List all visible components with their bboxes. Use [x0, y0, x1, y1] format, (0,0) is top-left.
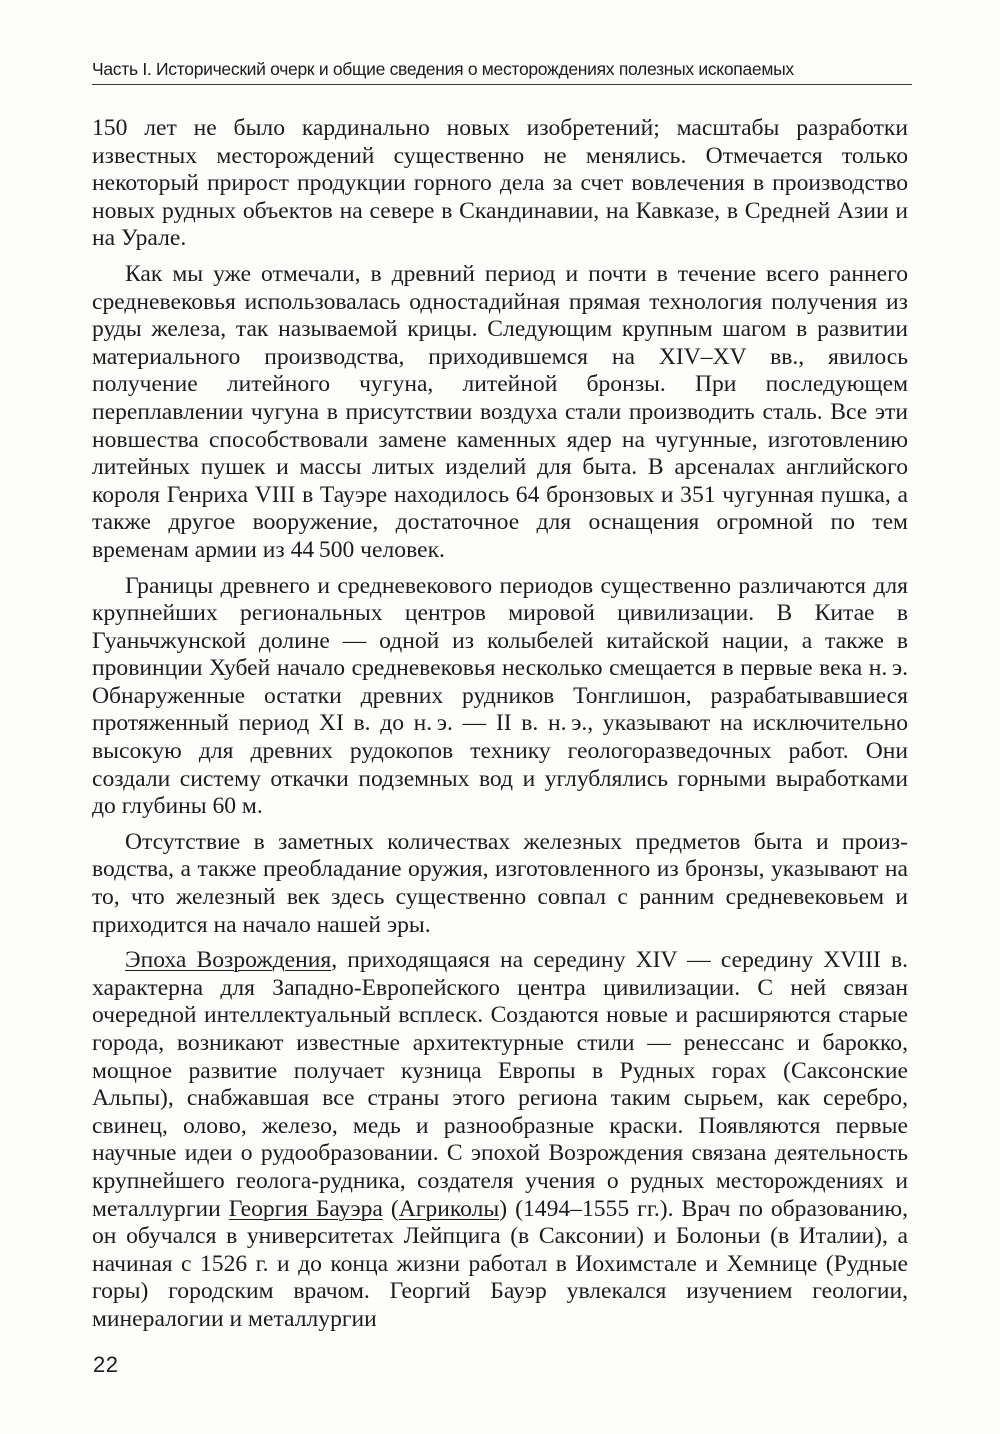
paragraph-3: Границы древнего и средневекового периодов существенно различаются для крупнейших региональных центров мировой цивилизации. В Китае в Гуаньчжунской долине — одной из колыбелей китайской нации, а также в провинции Хубей начало средневековья несколько смещается в первые века н. э. Обнаруженные остатки древних рудников Тонглишон, разрабатывавшиеся протяженный период XI в. до н. э. — II в. н. э., указывают на исключительно высокую для древних рудокопов технику геологоразведочных работ. Они создали систему откачки подземных вод и углублялись горными выработками до глубины 60 м.: [92, 572, 908, 820]
paragraph-5-text-a: , приходящаяся на середину XIV — середину XVIII в. характерна для Западно-Европейского центра цивилизации. С ней связан очередной интеллектуальный всплеск. Создаются новые и расширяются старые города, возникают известные архитектурные стили — ренессанс и барокко, мощное развитие получает кузница Европы в Рудных горах (Саксонские Альпы), снабжавшая все страны этого региона таким сырьем, как серебро, свинец, олово, железо, медь и разнообразные краски. Появляются первые научные идеи о рудообразовании. С эпохой Возрождения связана деятельность крупнейшего геолога-рудника, создателя учения о рудных месторождениях и металлургии: [92, 947, 908, 1222]
paragraph-1: 150 лет не было кардинально новых изобретений; масштабы разработки известных месторождений существенно не менялись. Отмечается только некоторый прирост продукции горного дела за счет вовлечения в производство новых рудных объектов на севере в Скандинавии, на Кавказе, в Средней Азии и на Урале.: [92, 115, 908, 252]
paragraph-2: Как мы уже отмечали, в древний период и почти в течение всего раннего средневековья использовалась одностадийная прямая технология получения из руды железа, так называемой крицы. Следующим крупным шагом в развитии материального производства, приходившемся на XIV–XV вв., явилось получение литейного чугуна, литейной бронзы. При последующем переплавлении чугуна в присутствии воздуха стали производить сталь. Все эти новшества способствовали замене каменных ядер на чугунные, изготовлению литейных пушек и массы литых изделий для быта. В арсеналах английского короля Генриха VIII в Тауэре находилось 64 бронзовых и 351 чугунная пушка, а также другое вооружение, достаточное для оснащения огромной по тем временам армии из 44 500 человек.: [92, 260, 908, 563]
running-header: Часть I. Исторический очерк и общие сведения о месторождениях полезных ископаемых: [92, 56, 912, 85]
paragraph-5: [92, 947, 908, 1333]
bauer-link[interactable]: Георгия Бауэра: [228, 1195, 383, 1222]
paragraph-4: Отсутствие в заметных количествах железных предметов быта и производства, а также преобладание оружия, изготовленного из бронзы, указывают на то, что железный век здесь существенно совпал с ранним средневековьем и приходится на начало нашей эры.: [92, 828, 908, 938]
paragraph-5-text-b: (: [382, 1195, 399, 1222]
main-text: [92, 115, 908, 1342]
page-number: 22: [93, 1352, 119, 1377]
renaissance-link[interactable]: Эпоха Возрождения: [125, 947, 332, 974]
paragraph-5-text-c: ) (1494–1555 гг.). Врач по образованию, он обучался в университетах Лейпцига (в Саксонии) и Болоньи (в Италии), а начиная с 1526 г. и до конца жизни работал в Иохимстале и Хемнице (Рудные горы) городским врачом. Георгий Бауэр увлекался изучением геологии, минералогии и металлургии: [92, 1195, 908, 1332]
agricola-link[interactable]: Агриколы: [398, 1195, 500, 1222]
